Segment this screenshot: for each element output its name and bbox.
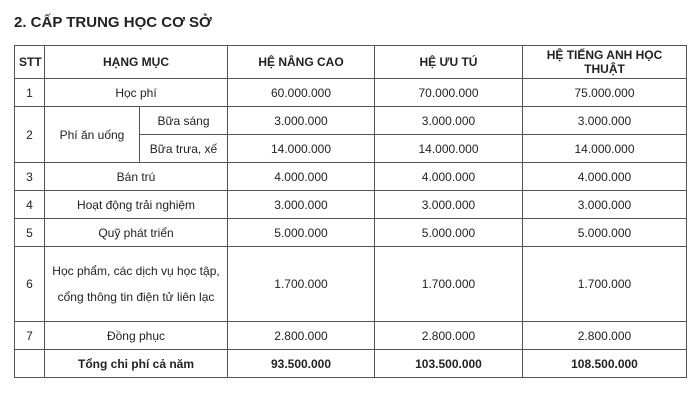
row-stt: 4 [15,191,45,219]
total-value: 93.500.000 [228,350,375,378]
total-label: Tổng chi phí cả năm [45,350,228,378]
header-category: HẠNG MỤC [45,46,228,79]
row-label: Bán trú [45,163,228,191]
row-stt: 1 [15,79,45,107]
row-label: Hoạt động trải nghiệm [45,191,228,219]
row-sublabel: Bữa trưa, xế [140,135,228,163]
table-row [15,191,687,219]
section-heading: 2. CẤP TRUNG HỌC CƠ SỞ [14,14,212,31]
table-row [15,107,687,135]
row-value: 2.800.000 [523,322,687,350]
row-stt: 2 [15,107,45,163]
total-value: 103.500.000 [375,350,523,378]
row-value: 2.800.000 [375,322,523,350]
row-stt: 3 [15,163,45,191]
table-row [15,163,687,191]
fee-table [14,45,687,378]
row-value: 3.000.000 [523,191,687,219]
table-header-row [15,46,687,79]
row-value: 14.000.000 [228,135,375,163]
row-value: 1.700.000 [228,247,375,322]
row-label [45,247,228,322]
row-value: 3.000.000 [375,107,523,135]
row-stt: 6 [15,247,45,322]
row-label: Quỹ phát triển [45,219,228,247]
row-label: Đồng phục [45,322,228,350]
table-row [15,322,687,350]
row-value: 1.700.000 [523,247,687,322]
row-value: 5.000.000 [375,219,523,247]
table-row [15,79,687,107]
row-value: 14.000.000 [523,135,687,163]
row-label: Học phí [45,79,228,107]
row-value: 75.000.000 [523,79,687,107]
table-row [15,219,687,247]
row-value: 3.000.000 [228,191,375,219]
header-uu-tu: HỆ ƯU TÚ [375,46,523,79]
total-value: 108.500.000 [523,350,687,378]
row-value: 4.000.000 [228,163,375,191]
row-value: 70.000.000 [375,79,523,107]
row-value: 14.000.000 [375,135,523,163]
row-value: 2.800.000 [228,322,375,350]
row-label-line: cổng thông tin điện tử liên lạc [57,290,215,304]
row-value: 5.000.000 [228,219,375,247]
total-stt-empty [15,350,45,378]
row-stt: 7 [15,322,45,350]
row-value: 4.000.000 [523,163,687,191]
row-stt: 5 [15,219,45,247]
total-row [15,350,687,378]
row-value: 5.000.000 [523,219,687,247]
table-row [15,247,687,322]
row-value: 1.700.000 [375,247,523,322]
header-nang-cao: HỆ NÂNG CAO [228,46,375,79]
header-stt: STT [15,46,45,79]
row-label-line: Học phẩm, các dịch vụ học tập, [52,264,220,278]
header-tieng-anh: HỆ TIẾNG ANH HỌC THUẬT [523,46,687,79]
row-value: 3.000.000 [228,107,375,135]
row-label: Phí ăn uống [45,107,140,163]
row-sublabel: Bữa sáng [140,107,228,135]
row-value: 60.000.000 [228,79,375,107]
row-value: 3.000.000 [375,191,523,219]
row-value: 4.000.000 [375,163,523,191]
row-value: 3.000.000 [523,107,687,135]
